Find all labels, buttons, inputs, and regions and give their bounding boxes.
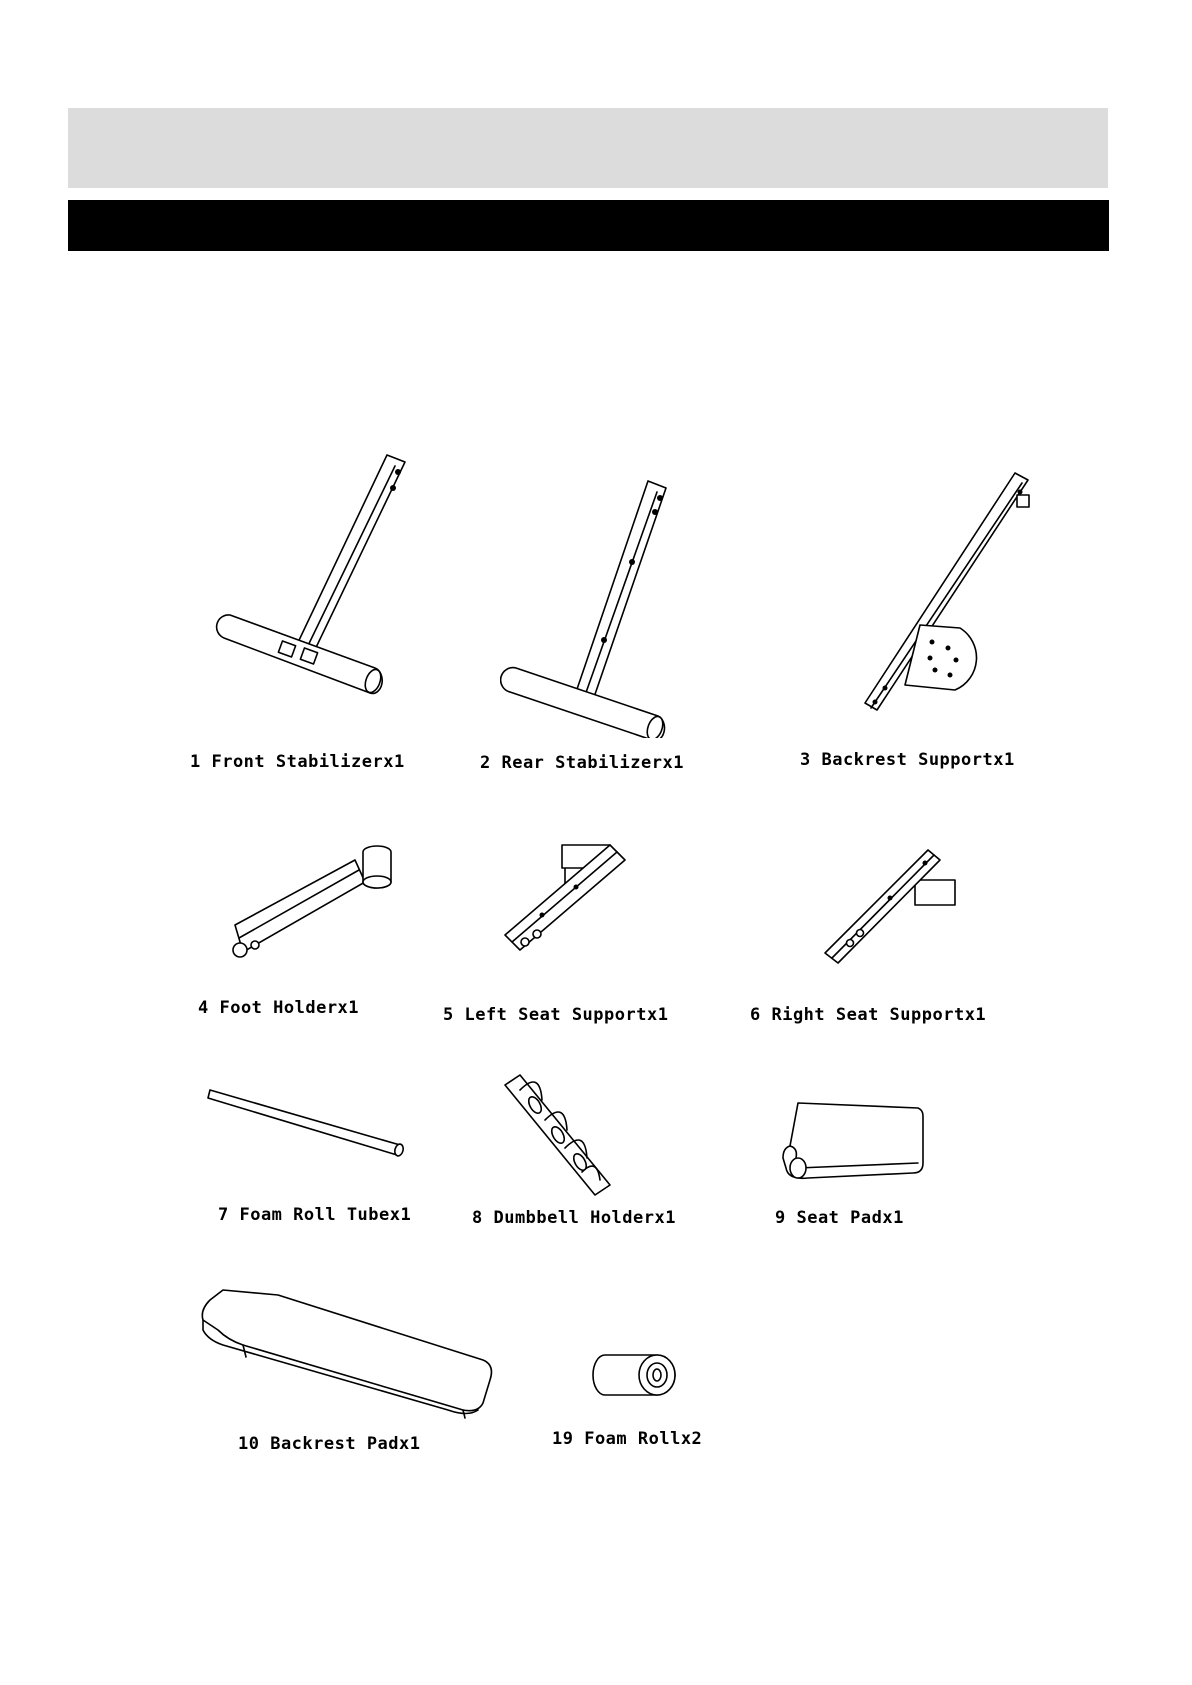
part-9-label: 9 Seat Padx1: [775, 1208, 904, 1228]
part-3-label: 3 Backrest Supportx1: [800, 750, 1015, 770]
part-19-label: 19 Foam Rollx2: [552, 1429, 703, 1449]
backrest-pad-icon: [198, 1285, 498, 1425]
left-seat-support-icon: [500, 840, 640, 960]
dumbbell-holder-icon: [500, 1070, 620, 1205]
part-5-label: 5 Left Seat Supportx1: [443, 1005, 669, 1025]
front-stabilizer-icon: [210, 450, 420, 710]
section-title-bar: [68, 200, 1109, 251]
foot-holder-icon: [225, 840, 405, 970]
backrest-support-icon: [860, 470, 1040, 720]
part-4-label: 4 Foot Holderx1: [198, 998, 360, 1018]
part-2-label: 2 Rear Stabilizerx1: [480, 753, 684, 773]
foam-roll-icon: [585, 1350, 685, 1410]
foam-roll-tube-icon: [205, 1085, 405, 1165]
right-seat-support-icon: [820, 845, 970, 970]
part-6-label: 6 Right Seat Supportx1: [750, 1005, 987, 1025]
header-band: [68, 108, 1108, 188]
rear-stabilizer-icon: [500, 478, 680, 738]
part-10-label: 10 Backrest Padx1: [238, 1434, 421, 1454]
part-1-label: 1 Front Stabilizerx1: [190, 752, 405, 772]
part-7-label: 7 Foam Roll Tubex1: [218, 1205, 412, 1225]
seat-pad-icon: [778, 1098, 928, 1188]
part-8-label: 8 Dumbbell Holderx1: [472, 1208, 676, 1228]
